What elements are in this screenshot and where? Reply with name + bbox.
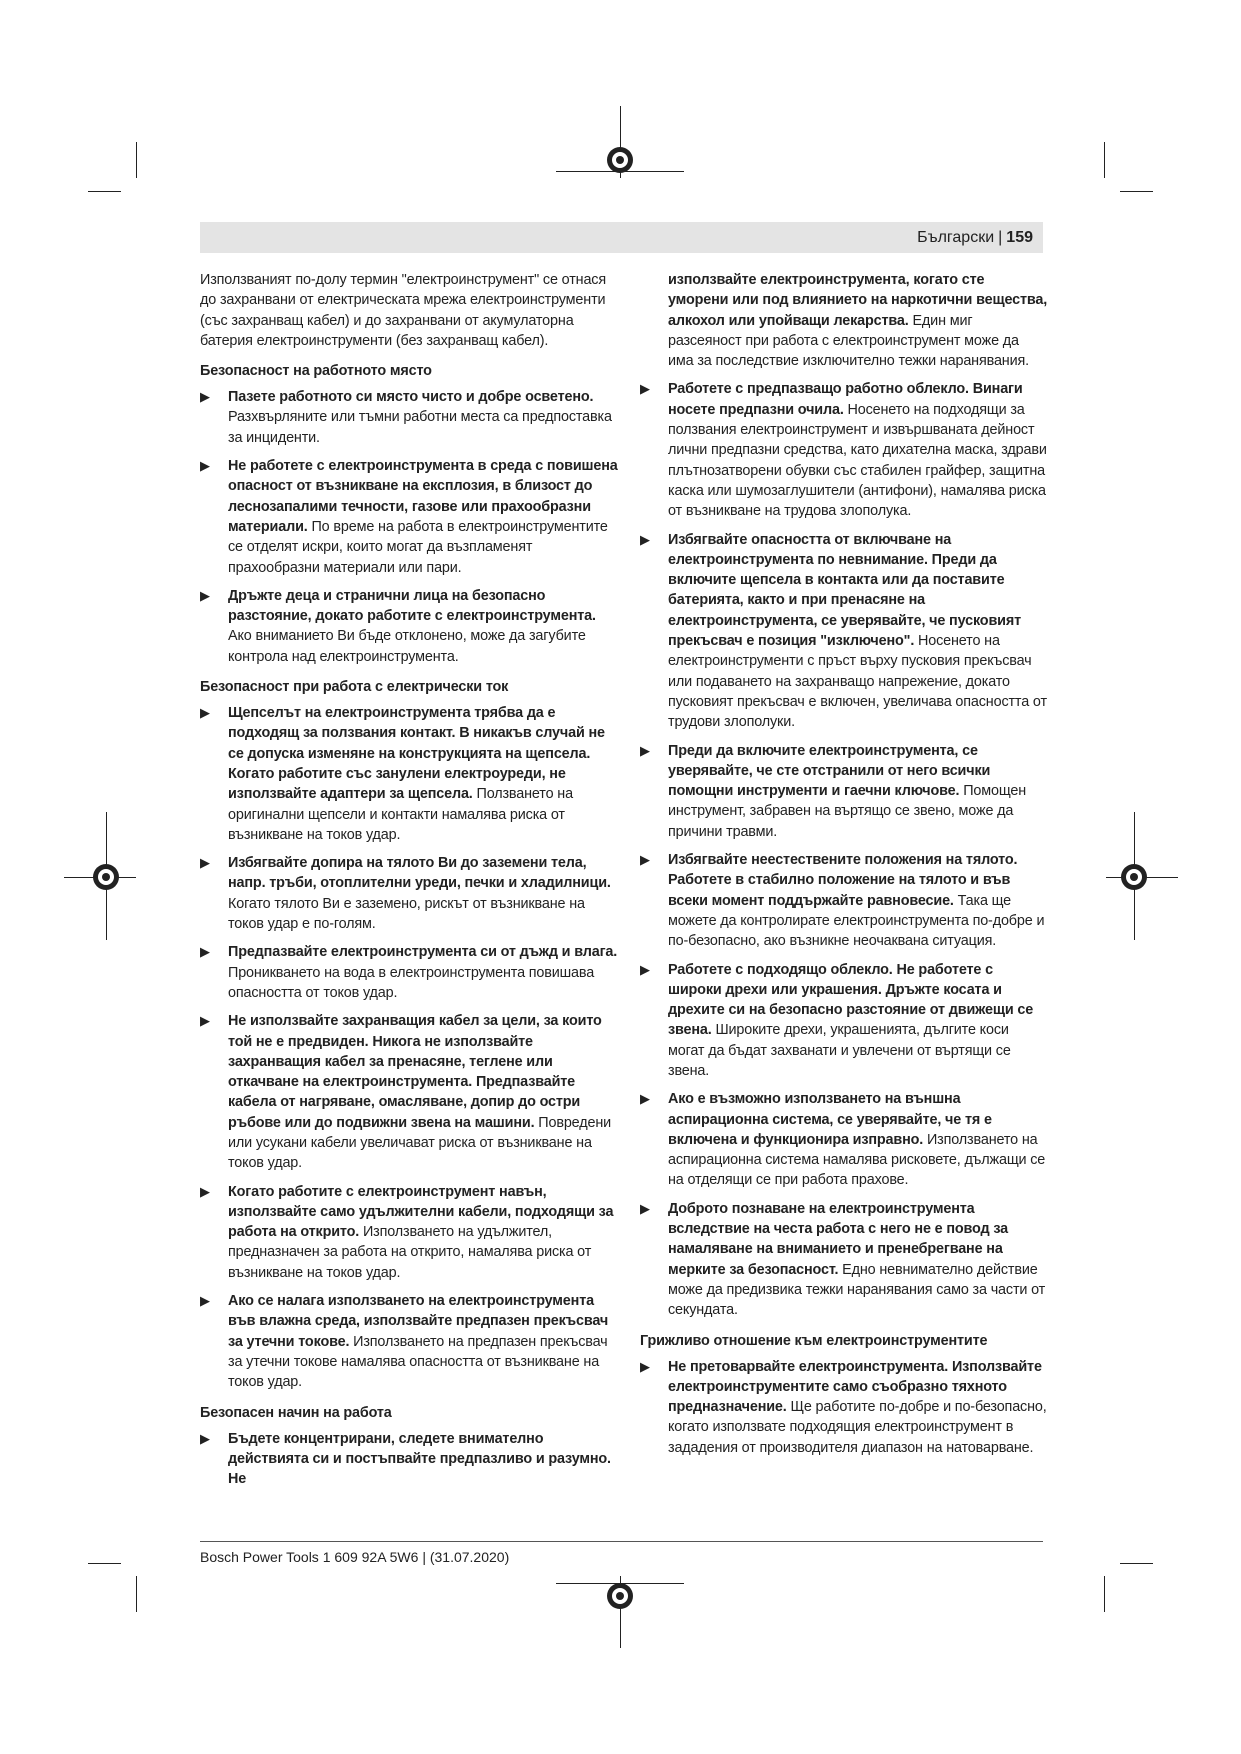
crop-mark bbox=[1120, 1563, 1153, 1564]
list-item: ▶ Когато работите с електроинструмент навън, използвайте само удължителни кабели, подходящи за работа на открито. Използването на удължител, предназначен за работа на открито, намалява риска от възникване на токов удар. bbox=[200, 1183, 614, 1281]
left-column bbox=[200, 270, 618, 1497]
list-item: ▶ Предпазвайте електроинструмента си от дъжд и влага. Проникването на вода в електроинструмента повишава опасността от токов удар. bbox=[200, 944, 618, 1001]
footer-divider bbox=[200, 1541, 1043, 1542]
header-language: Български bbox=[917, 229, 995, 246]
page-number: 159 bbox=[1006, 229, 1033, 246]
bullet-icon: ▶ bbox=[200, 587, 210, 603]
bullet-icon: ▶ bbox=[640, 1091, 650, 1107]
bullet-icon: ▶ bbox=[200, 705, 210, 721]
page-header bbox=[200, 222, 1043, 253]
header-text: Български | 159 bbox=[917, 229, 1033, 246]
bullet-icon: ▶ bbox=[640, 852, 650, 868]
section-heading-care: Грижливо отношение към електроинструментите bbox=[640, 1332, 988, 1349]
bullet-icon: ▶ bbox=[200, 1183, 210, 1199]
list-item: ▶ Преди да включите електроинструмента, се уверявайте, че сте отстранили от него всички помощни инструменти и гаечни ключове. Помощен инструмент, забравен на въртящо се звено, може да причини травми. bbox=[640, 742, 1027, 840]
intro-paragraph: Използваният по-долу термин "електроинструмент" се отнася до захранвани от електрическата мрежа електроинструменти (със захранващ кабел) и до захранвани от акумулаторна батерия електроинструменти (без захранващ кабел). bbox=[200, 272, 606, 349]
bullet-icon: ▶ bbox=[200, 389, 210, 405]
section-heading-safe-work: Безопасен начин на работа bbox=[200, 1404, 392, 1421]
crop-mark bbox=[88, 191, 121, 192]
bullet-icon: ▶ bbox=[200, 944, 210, 960]
crop-mark bbox=[136, 142, 137, 178]
crop-mark bbox=[1120, 191, 1153, 192]
crop-mark bbox=[88, 1563, 121, 1564]
bullet-icon: ▶ bbox=[640, 531, 650, 547]
section-heading-electrical: Безопасност при работа с електрически ток bbox=[200, 679, 509, 696]
bullet-icon: ▶ bbox=[200, 458, 210, 474]
bullet-icon: ▶ bbox=[200, 855, 210, 871]
list-item: ▶ Избягвайте допира на тялото Ви до заземени тела, напр. тръби, отоплителни уреди, печки и хладилници. Когато тялото Ви е заземено, рискът от възникване на токов удар е по-голям. bbox=[200, 855, 611, 933]
list-item: ▶ Доброто познаване на електроинструмента вследствие на честа работа с него не е повод за намаляване на вниманието и пренебрегване на мерките за безопасност. Едно невнимателно действие може да предизвика тежки наранявания само за части от секундата. bbox=[640, 1200, 1046, 1319]
list-item: ▶ Работете с предпазващо работно облекло. Винаги носете предпазни очила. Носенето на подходящи за ползвания електроинструмент и извършваната дейност лични предпазни средства, като дихателна маска, здрави плътнозатворени обувки със стабилен грайфер, защитна каска или шумозаглушители (антифони), намалява риска от възникване на трудова злополука. bbox=[640, 381, 1047, 520]
crop-mark bbox=[1104, 142, 1105, 178]
bullet-icon: ▶ bbox=[200, 1013, 210, 1029]
list-item: ▶ Избягвайте опасността от включване на електроинструмента по невнимание. Преди да включите щепсела в контакта или да поставите батерията, както и при пренасяне на електроинструмента, се уверявайте, че пусковият прекъсвач е позиция "изключено". Носенето на електроинструменти с пръст върху пусковия прекъсвач или подаването на захранващо напрежение, докато пусковият прекъсвач е включен, увеличава опасността от трудови злополуки. bbox=[640, 531, 1047, 731]
footer-text: Bosch Power Tools 1 609 92A 5W6 | (31.07.2020) bbox=[200, 1549, 510, 1565]
bullet-icon: ▶ bbox=[640, 1200, 650, 1216]
bullet-icon: ▶ bbox=[640, 961, 650, 977]
bullet-icon: ▶ bbox=[640, 381, 650, 397]
registration-mark-icon bbox=[607, 147, 633, 173]
right-column bbox=[640, 270, 1048, 1466]
list-item: ▶ Ако се налага използването на електроинструмента във влажна среда, използвайте предпазен прекъсвач за утечни токове. Използването на предпазен прекъсвач за утечни токове намалява опасността от възникване на токов удар. bbox=[200, 1293, 609, 1391]
list-item: ▶ Бъдете концентрирани, следете внимателно действията си и постъпвайте предпазливо и разумно. Не bbox=[200, 1430, 611, 1488]
list-item: ▶ Работете с подходящо облекло. Не работете с широки дрехи или украшения. Дръжте косата и дрехите си на безопасно разстояние от движещи се звена. Широките дрехи, украшенията, дългите коси могат да бъдат захванати и увлечени от въртящи се звена. bbox=[640, 961, 1034, 1079]
list-item: ▶ Не претоварвайте електроинструмента. Използвайте електроинструментите само съобразно тяхното предназначение. Ще работите по-добре и по-безопасно, когато използвате подходящия електроинструмент в зададения от производителя диапазон на натоварване. bbox=[640, 1358, 1047, 1456]
list-item: ▶ Дръжте деца и странични лица на безопасно разстояние, докато работите с електроинструмента. Ако вниманието Ви бъде отклонено, може да загубите контрола над електроинструмента. bbox=[200, 587, 596, 665]
section-heading-workplace: Безопасност на работното място bbox=[200, 363, 432, 380]
crop-mark bbox=[1104, 1576, 1105, 1612]
list-item: ▶ Пазете работното си място чисто и добре осветено. Разхвърляните или тъмни работни места са предпоставка за инциденти. bbox=[200, 389, 612, 446]
bullet-icon: ▶ bbox=[640, 1358, 650, 1374]
registration-mark-icon bbox=[93, 864, 119, 890]
list-item: ▶ Избягвайте неестествените положения на тялото. Работете в стабилно положение на тялото и във всеки момент поддържайте равновесие. Така ще можете да контролирате електроинструмента по-добре и по-безопасно, ако възникне неочаквана ситуация. bbox=[640, 852, 1045, 950]
registration-mark-icon bbox=[1121, 864, 1147, 890]
list-item: ▶ Ако е възможно използването на външна аспирационна система, се уверявайте, че тя е включена и функционира изправно. Използването на аспирационна система намалява рисковете, дължащи се на отделящи се при работа прахове. bbox=[640, 1091, 1046, 1189]
list-item-continuation: използвайте електроинструмента, когато сте уморени или под влиянието на наркотични вещества, алкохол или упойващи лекарства. Един миг разсеяност при работа с електроинструмент може да има за последствие изключително тежки наранявания. bbox=[668, 272, 1048, 370]
list-item: ▶ Щепселът на електроинструмента трябва да е подходящ за ползвания контакт. В никакъв случай не се допуска изменяне на конструкцията на щепсела. Когато работите със занулени електроуреди, не използвайте адаптери за щепсела. Ползването на оригинални щепсели и контакти намалява риска от възникване на токов удар. bbox=[200, 705, 605, 843]
list-item: ▶ Не използвайте захранващия кабел за цели, за които той не е предвиден. Никога не използвайте захранващия кабел за пренасяне, теглене или откачване на електроинструмента. Предпазвайте кабела от нагряване, омасляване, допир до остри ръбове или до подвижни звена на машини. Повредени или усукани кабели увеличават риска от възникване на токов удар. bbox=[200, 1013, 612, 1172]
bullet-icon: ▶ bbox=[200, 1430, 210, 1446]
registration-mark-icon bbox=[607, 1583, 633, 1609]
crop-mark bbox=[136, 1576, 137, 1612]
bullet-icon: ▶ bbox=[200, 1293, 210, 1309]
list-item: ▶ Не работете с електроинструмента в среда с повишена опасност от възникване на експлозия, в близост до леснозапалими течности, газове или прахообразни материали. По време на работа в електроинструментите се отделят искри, които могат да възпламенят прахообразни материали или пари. bbox=[200, 458, 618, 576]
bullet-icon: ▶ bbox=[640, 742, 650, 758]
